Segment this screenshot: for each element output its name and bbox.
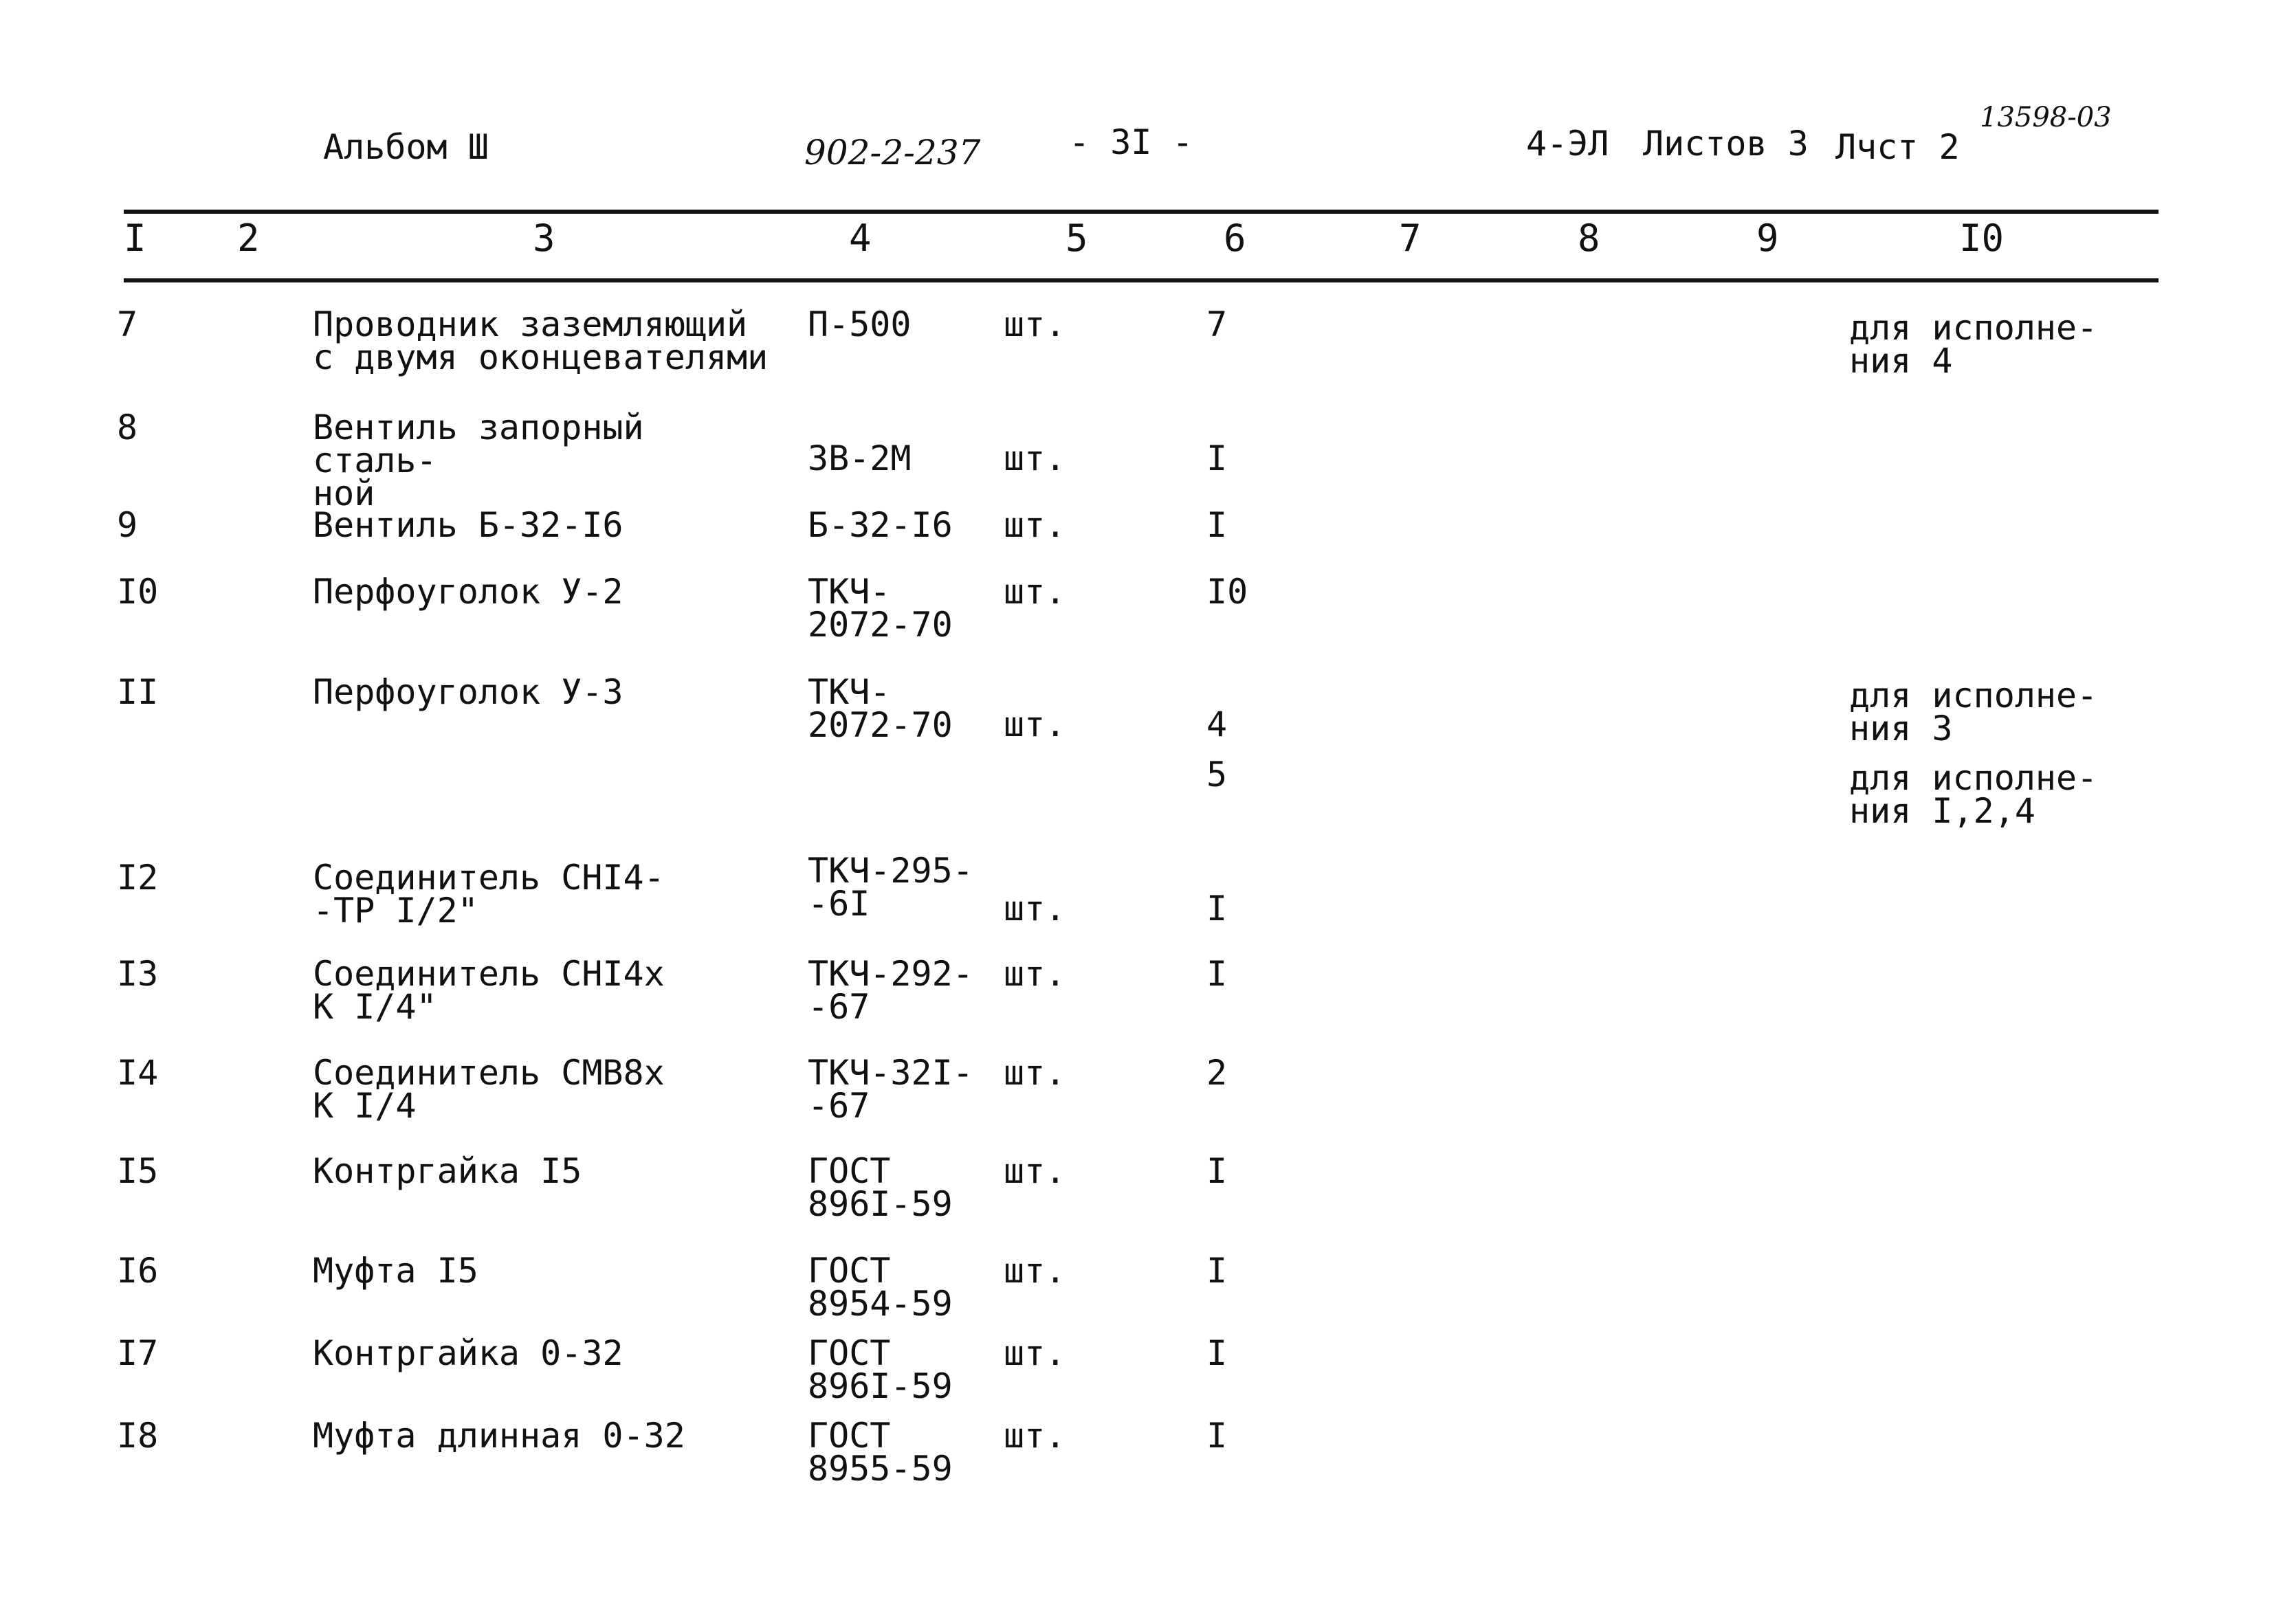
row-17-unit: шт. bbox=[1004, 1333, 1066, 1373]
sheets-total: Листов 3 bbox=[1643, 124, 1809, 164]
row-15-position: I5 bbox=[117, 1151, 159, 1191]
row-10-document: ТКЧ- 2072-70 bbox=[808, 572, 953, 645]
row-9-name: Вентиль Б-32-I6 bbox=[313, 505, 623, 545]
column-header-7: 7 bbox=[1399, 216, 1422, 260]
row-15-unit: шт. bbox=[1004, 1151, 1066, 1191]
column-header-5: 5 bbox=[1066, 216, 1088, 260]
row-16-document: ГОСТ 8954-59 bbox=[808, 1251, 953, 1324]
row-11-quantity-alt: 5 bbox=[1206, 755, 1228, 794]
row-18-name: Муфта длинная 0-32 bbox=[313, 1416, 685, 1456]
row-7-unit: шт. bbox=[1004, 304, 1066, 344]
row-14-name: Соединитель СМВ8х К I/4 bbox=[313, 1053, 665, 1126]
row-15-document: ГОСТ 896I-59 bbox=[808, 1151, 953, 1224]
row-12-quantity: I bbox=[1206, 889, 1228, 928]
row-8-unit: шт. bbox=[1004, 438, 1066, 478]
row-16-unit: шт. bbox=[1004, 1251, 1066, 1291]
row-12-position: I2 bbox=[117, 858, 159, 898]
row-7-note: для исполне- ния 4 bbox=[1849, 308, 2098, 381]
row-18-document: ГОСТ 8955-59 bbox=[808, 1416, 953, 1489]
row-8-position: 8 bbox=[117, 408, 138, 447]
row-17-document: ГОСТ 896I-59 bbox=[808, 1333, 953, 1406]
row-17-quantity: I bbox=[1206, 1333, 1228, 1373]
row-10-unit: шт. bbox=[1004, 572, 1066, 612]
row-8-quantity: I bbox=[1206, 438, 1228, 478]
row-11-quantity: 4 bbox=[1206, 704, 1228, 744]
row-15-quantity: I bbox=[1206, 1151, 1228, 1191]
column-header-10: I0 bbox=[1959, 216, 2005, 260]
row-9-quantity: I bbox=[1206, 505, 1228, 545]
row-13-quantity: I bbox=[1206, 954, 1228, 994]
row-14-unit: шт. bbox=[1004, 1053, 1066, 1093]
row-18-unit: шт. bbox=[1004, 1416, 1066, 1456]
row-7-position: 7 bbox=[117, 304, 138, 344]
row-10-name: Перфоуголок У-2 bbox=[313, 572, 623, 612]
project-code: 902-2-237 bbox=[804, 133, 981, 173]
header-rule-bottom bbox=[124, 278, 2159, 282]
column-header-8: 8 bbox=[1578, 216, 1600, 260]
row-11-document: ТКЧ- 2072-70 bbox=[808, 672, 953, 745]
album-label: Альбом Ш bbox=[323, 127, 489, 167]
row-16-position: I6 bbox=[117, 1251, 159, 1291]
row-11-unit: шт. bbox=[1004, 704, 1066, 744]
row-9-position: 9 bbox=[117, 505, 138, 545]
row-10-quantity: I0 bbox=[1206, 572, 1248, 612]
row-18-quantity: I bbox=[1206, 1416, 1228, 1456]
column-header-2: 2 bbox=[237, 216, 260, 260]
row-7-quantity: 7 bbox=[1206, 304, 1228, 344]
archive-number: 13598-03 bbox=[1980, 102, 2112, 133]
row-11-name: Перфоуголок У-3 bbox=[313, 672, 623, 712]
row-7-name: Проводник заземляющий с двумя оконцевателями bbox=[313, 304, 769, 377]
row-17-name: Контргайка 0-32 bbox=[313, 1333, 623, 1373]
column-header-6: 6 bbox=[1224, 216, 1246, 260]
row-16-quantity: I bbox=[1206, 1251, 1228, 1291]
row-9-unit: шт. bbox=[1004, 505, 1066, 545]
header-rule-top bbox=[124, 210, 2159, 214]
row-13-document: ТКЧ-292- -67 bbox=[808, 954, 973, 1027]
column-header-4: 4 bbox=[849, 216, 872, 260]
row-12-unit: шт. bbox=[1004, 889, 1066, 928]
row-14-position: I4 bbox=[117, 1053, 159, 1093]
row-14-quantity: 2 bbox=[1206, 1053, 1228, 1093]
column-header-1: I bbox=[124, 216, 146, 260]
row-11-position: II bbox=[117, 672, 159, 712]
sheet-code: 4-ЭЛ bbox=[1526, 124, 1609, 164]
row-14-document: ТКЧ-32I- -67 bbox=[808, 1053, 973, 1126]
sheet-number: Лчст 2 bbox=[1835, 127, 1960, 167]
row-11-note-alt: для исполне- ния I,2,4 bbox=[1849, 758, 2098, 831]
row-10-position: I0 bbox=[117, 572, 159, 612]
row-12-document: ТКЧ-295- -6I bbox=[808, 851, 973, 924]
row-13-name: Соединитель СНI4х К I/4" bbox=[313, 954, 665, 1027]
column-header-3: 3 bbox=[533, 216, 555, 260]
row-11-note: для исполне- ния 3 bbox=[1849, 676, 2098, 748]
row-17-position: I7 bbox=[117, 1333, 159, 1373]
row-13-position: I3 bbox=[117, 954, 159, 994]
row-8-name: Вентиль запорный сталь- ной bbox=[313, 408, 644, 513]
row-16-name: Муфта I5 bbox=[313, 1251, 478, 1291]
row-8-document: 3В-2М bbox=[808, 438, 912, 478]
row-12-name: Соединитель СНI4- -ТР I/2" bbox=[313, 858, 665, 931]
row-9-document: Б-32-I6 bbox=[808, 505, 953, 545]
row-15-name: Контргайка I5 bbox=[313, 1151, 582, 1191]
column-header-9: 9 bbox=[1756, 216, 1779, 260]
row-13-unit: шт. bbox=[1004, 954, 1066, 994]
row-7-document: П-500 bbox=[808, 304, 912, 344]
page-number: - 3I - bbox=[1069, 122, 1193, 162]
row-18-position: I8 bbox=[117, 1416, 159, 1456]
